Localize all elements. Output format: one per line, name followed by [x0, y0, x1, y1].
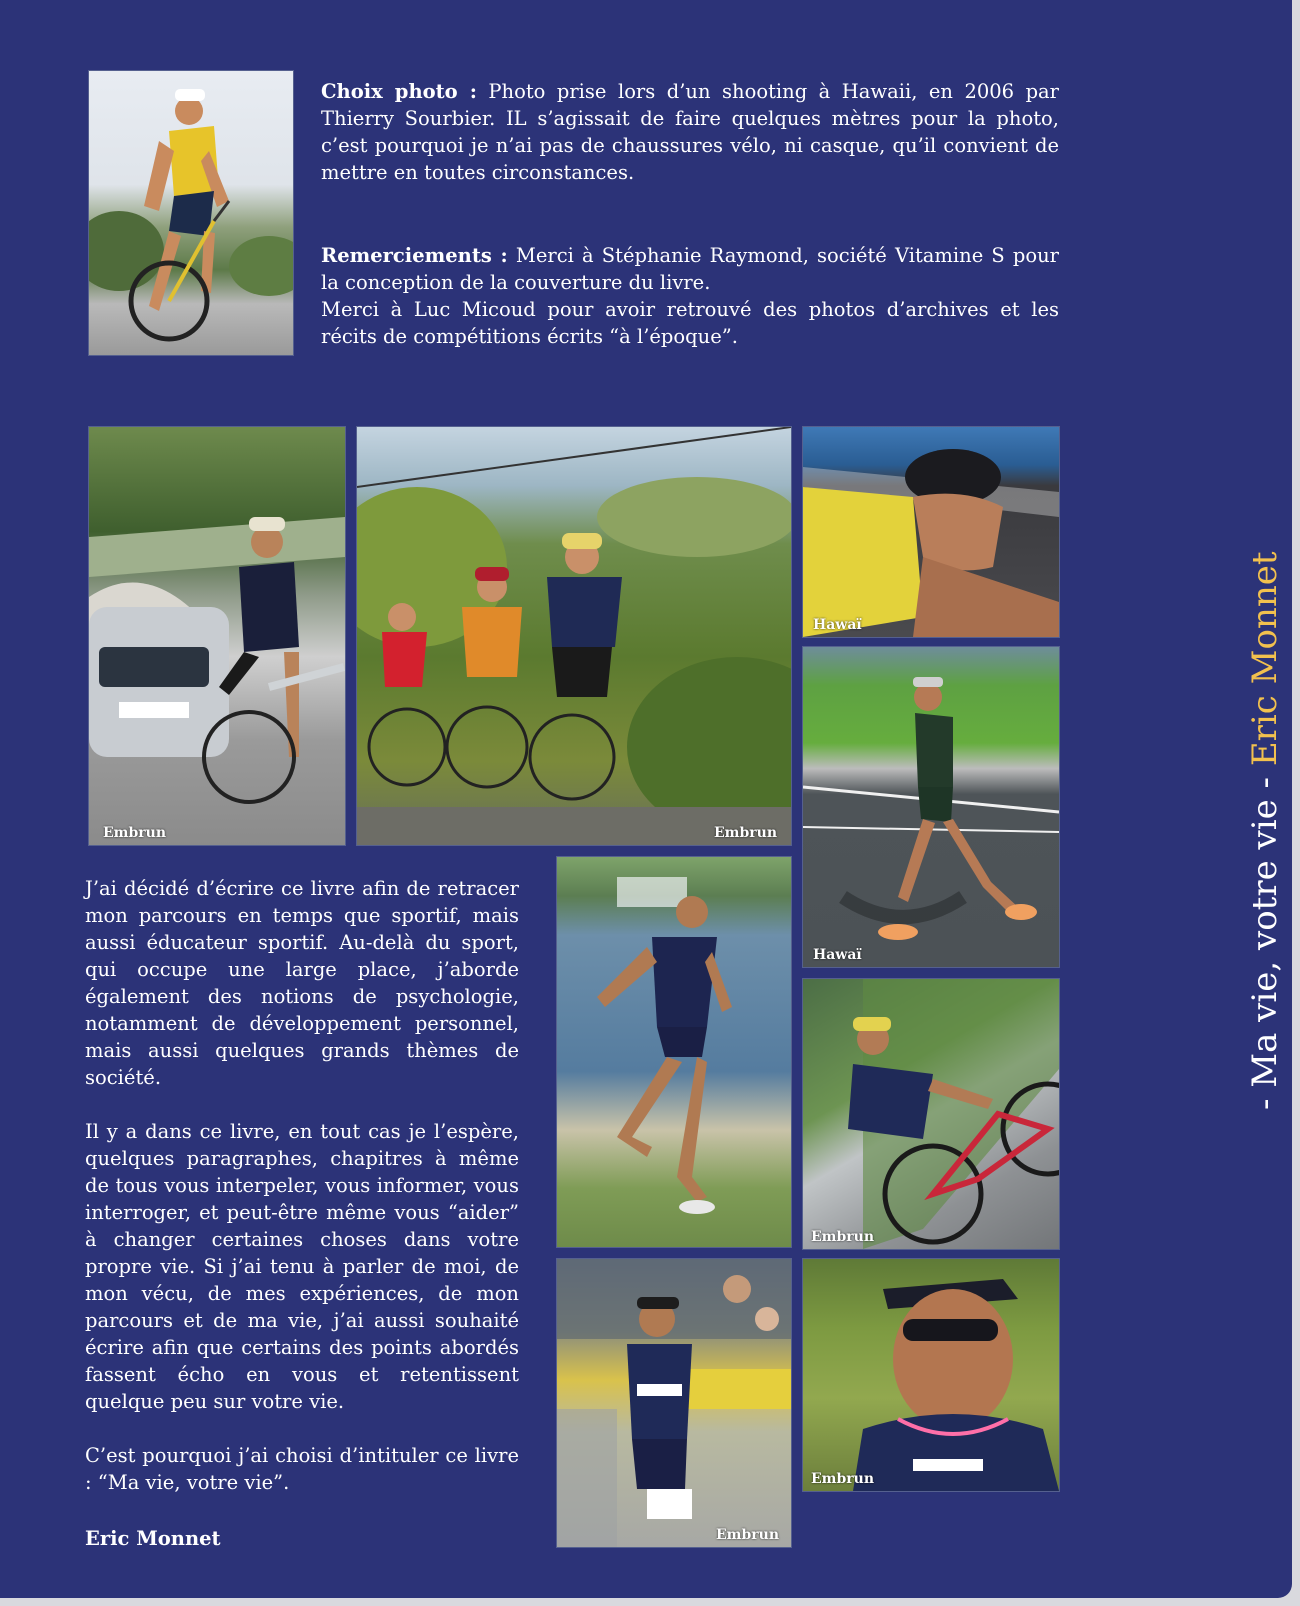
remerc-text-1: Merci à Stéphanie Raymond, société Vitamine S pour la conception de la couverture du livre.: [321, 244, 1059, 294]
paragraph-3: C’est pourquoi j’ai choisi d’intituler ce livre : “Ma vie, votre vie”.: [85, 1444, 519, 1494]
embrun-finish-photo: [556, 1258, 792, 1548]
photo-caption: Hawaï: [813, 617, 862, 633]
author-name: Eric Monnet: [1245, 551, 1285, 767]
remerc-text-2: Merci à Luc Micoud pour avoir retrouvé des photos d’archives et les récits de compétitions écrits “à l’époque”.: [321, 298, 1059, 348]
acknowledgements-text: [321, 242, 1059, 350]
paragraph-1: J’ai décidé d’écrire ce livre afin de retracer mon parcours en temps que sportif, mais aussi éducateur sportif. Au-delà du sport, qui occupe une large place, j’aborde également des notions de psychologie, notamment de développement personnel, mais aussi quelques grands thèmes de société.: [85, 877, 519, 1089]
hawaii-cyclist-photo: [88, 70, 294, 356]
lake-run-photo: [556, 856, 792, 1248]
photo-caption: Embrun: [713, 825, 777, 841]
hawaii-run-photo: [802, 646, 1060, 968]
photo-caption: Embrun: [715, 1527, 779, 1543]
photo-choice-text: [321, 78, 1059, 186]
book-title: - Ma vie, votre vie -: [1245, 766, 1285, 1110]
presentation-text: [85, 875, 519, 1523]
author-signature: Eric Monnet: [85, 1527, 221, 1550]
choix-label: Choix photo :: [321, 80, 477, 103]
embrun-bike-photo: [802, 978, 1060, 1250]
embrun-group-photo: [356, 426, 792, 846]
hawaii-helmet-photo: [802, 426, 1060, 638]
photo-caption: Hawaï: [813, 947, 862, 963]
photo-caption: Embrun: [811, 1229, 875, 1245]
photo-caption: Embrun: [103, 825, 167, 841]
remerc-label: Remerciements :: [321, 244, 508, 267]
spine-title: [1245, 551, 1285, 1110]
paragraph-2: Il y a dans ce livre, en tout cas je l’espère, quelques paragraphes, chapitres à même de tous vous interpeler, vous informer, vous interroger, et peut-être même vous “aider” à changer certaines choses dans votre propre vie. Si j’ai tenu à parler de moi, de mon vécu, de mes expériences, de mon parcours et de ma vie, j’ai aussi souhaité écrire afin que certains des points abordés fassent écho en vous et retentissent quelque peu sur votre vie.: [85, 1120, 519, 1413]
photo-caption: Embrun: [811, 1471, 875, 1487]
embrun-closeup-photo: [802, 1258, 1060, 1492]
choix-text: Photo prise lors d’un shooting à Hawaii, en 2006 par Thierry Sourbier. IL s’agissait de faire quelques mètres pour la photo, c’est pourquoi je n’ai pas de chaussures vélo, ni casque, qu’il convient de mettre en toutes circonstances.: [321, 80, 1059, 184]
embrun-car-photo: [88, 426, 346, 846]
